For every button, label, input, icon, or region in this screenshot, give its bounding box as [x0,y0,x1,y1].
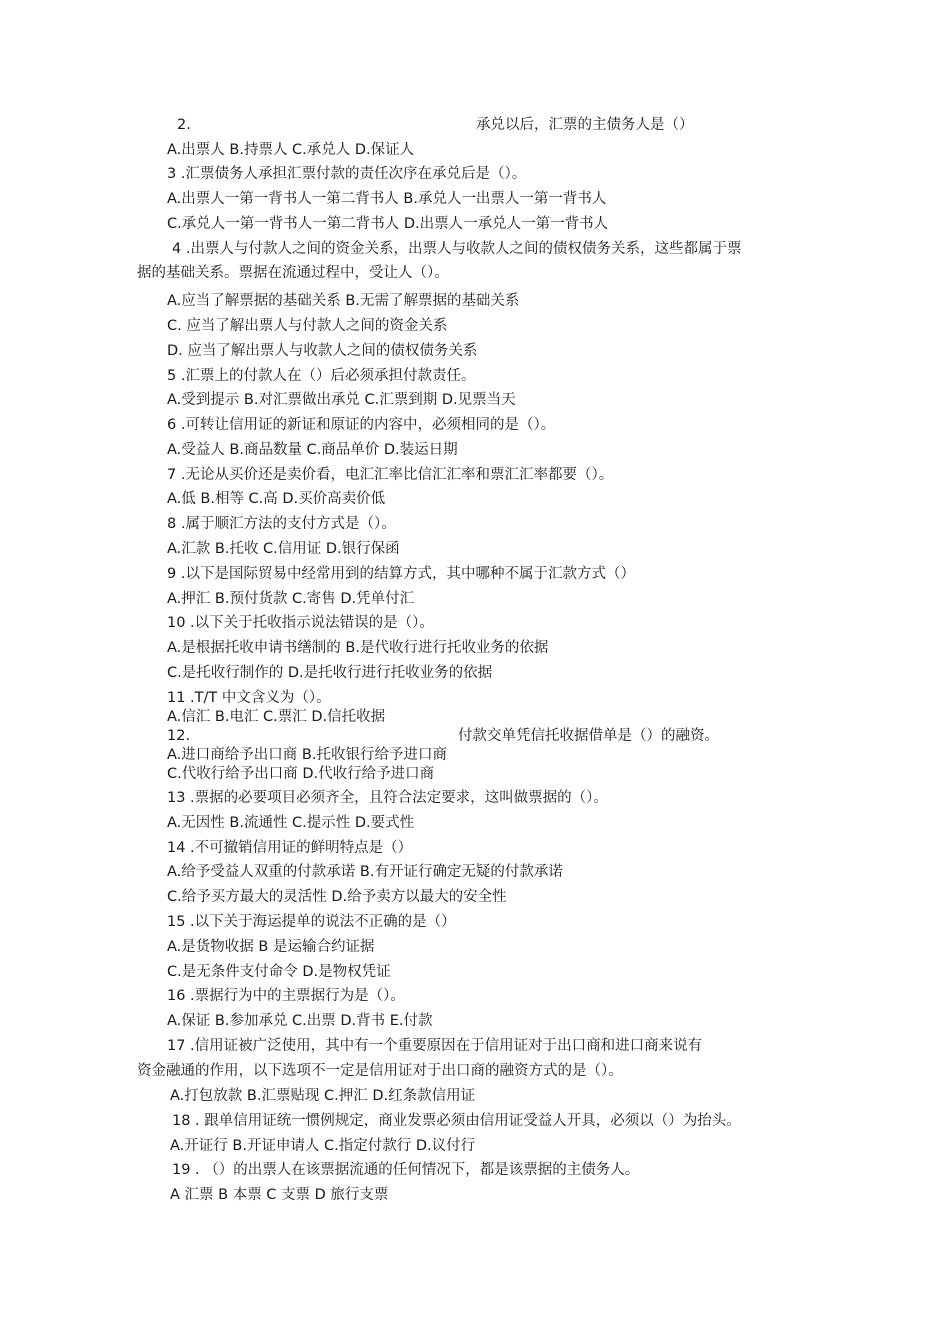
question-17-text-line2: 资金融通的作用，以下选项不一定是信用证对于出口商的融资方式的是（）。 [137,1063,623,1079]
question-3-options-ab: A.出票人一第一背书人一第二背书人 B.承兑人一出票人一第一背书人 [167,191,607,207]
question-19-options: A 汇票 B 本票 C 支票 D 旅行支票 [170,1187,389,1203]
question-6-text: 6 .可转让信用证的新证和原证的内容中，必须相同的是（）。 [167,417,556,433]
question-14-options-ab: A.给予受益人双重的付款承诺 B.有开证行确定无疑的付款承诺 [167,864,563,880]
question-2-text: 承兑以后，汇票的主债务人是（） [476,117,694,133]
question-19-text: 19 . （）的出票人在该票据流通的任何情况下，都是该票据的主债务人。 [172,1162,640,1178]
question-17-options: A.打包放款 B.汇票贴现 C.押汇 D.红条款信用证 [170,1088,476,1104]
question-4-options-ab: A.应当了解票据的基础关系 B.无需了解票据的基础关系 [167,293,520,309]
question-3-options-cd: C.承兑人一第一背书人一第二背书人 D.出票人一承兑人一第一背书人 [167,216,609,232]
question-9-text: 9 .以下是国际贸易中经常用到的结算方式，其中哪种不属于汇款方式（） [167,566,635,582]
question-15-options-ab: A.是货物收据 B 是运输合约证据 [167,939,375,955]
question-13-options: A.无因性 B.流通性 C.提示性 D.要式性 [167,815,415,831]
question-6-options: A.受益人 B.商品数量 C.商品单价 D.装运日期 [167,442,458,458]
question-7-text: 7 .无论从买价还是卖价看，电汇汇率比信汇汇率和票汇汇率都要（）。 [167,467,614,483]
question-4-text-line2: 据的基础关系。票据在流通过程中，受让人（）。 [137,265,449,281]
question-4-option-d: D. 应当了解出票人与收款人之间的债权债务关系 [167,343,478,359]
question-14-text: 14 .不可撤销信用证的鲜明特点是（） [167,840,413,856]
question-5-options: A.受到提示 B.对汇票做出承兑 C.汇票到期 D.见票当天 [167,392,516,408]
question-4-text-line1: 4 .出票人与付款人之间的资金关系，出票人与收款人之间的债权债务关系，这些都属于票 [172,241,742,257]
question-2-options: A.出票人 B.持票人 C.承兑人 D.保证人 [167,142,415,158]
question-7-options: A.低 B.相等 C.高 D.买价高卖价低 [167,491,386,507]
question-18-text: 18 . 跟单信用证统一惯例规定，商业发票必须由信用证受益人开具，必须以（）为抬头。 [172,1113,741,1129]
question-10-text: 10 .以下关于托收指示说法错误的是（）。 [167,615,434,631]
question-3-text: 3 .汇票债务人承担汇票付款的责任次序在承兑后是（）。 [167,166,527,182]
question-11-options: A.信汇 B.电汇 C.票汇 D.信托收据 [167,709,386,725]
question-13-text: 13 .票据的必要项目必须齐全，且符合法定要求，这叫做票据的（）。 [167,790,608,806]
question-8-options: A.汇款 B.托收 C.信用证 D.银行保函 [167,541,400,557]
question-12-options-ab: A.进口商给予出口商 B.托收银行给予进口商 [167,747,447,763]
question-16-options: A.保证 B.参加承兑 C.出票 D.背书 E.付款 [167,1013,433,1029]
question-15-text: 15 .以下关于海运提单的说法不正确的是（） [167,914,456,930]
question-18-options: A.开证行 B.开证申请人 C.指定付款行 D.议付行 [170,1138,476,1154]
question-9-options: A.押汇 B.预付货款 C.寄售 D.凭单付汇 [167,591,415,607]
question-10-options-ab: A.是根据托收申请书缮制的 B.是代收行进行托收业务的依据 [167,640,549,656]
question-15-options-cd: C.是无条件支付命令 D.是物权凭证 [167,964,391,980]
question-8-text: 8 .属于顺汇方法的支付方式是（）。 [167,516,396,532]
question-5-text: 5 .汇票上的付款人在（）后必须承担付款责任。 [167,368,476,384]
question-4-option-c: C. 应当了解出票人与付款人之间的资金关系 [167,318,448,334]
question-11-text: 11 .T/T 中文含义为（）。 [167,690,331,706]
question-10-options-cd: C.是托收行制作的 D.是托收行进行托收业务的依据 [167,665,493,681]
question-14-options-cd: C.给予买方最大的灵活性 D.给予卖方以最大的安全性 [167,889,507,905]
question-12-number: 12. [167,728,191,744]
question-12-text: 付款交单凭信托收据借单是（）的融资。 [458,728,719,744]
question-17-text-line1: 17 .信用证被广泛使用，其中有一个重要原因在于信用证对于出口商和进口商来说有 [167,1038,703,1054]
question-16-text: 16 .票据行为中的主票据行为是（）。 [167,988,405,1004]
question-12-options-cd: C.代收行给予出口商 D.代收行给予进口商 [167,766,435,782]
question-2-number: 2. [177,117,191,133]
